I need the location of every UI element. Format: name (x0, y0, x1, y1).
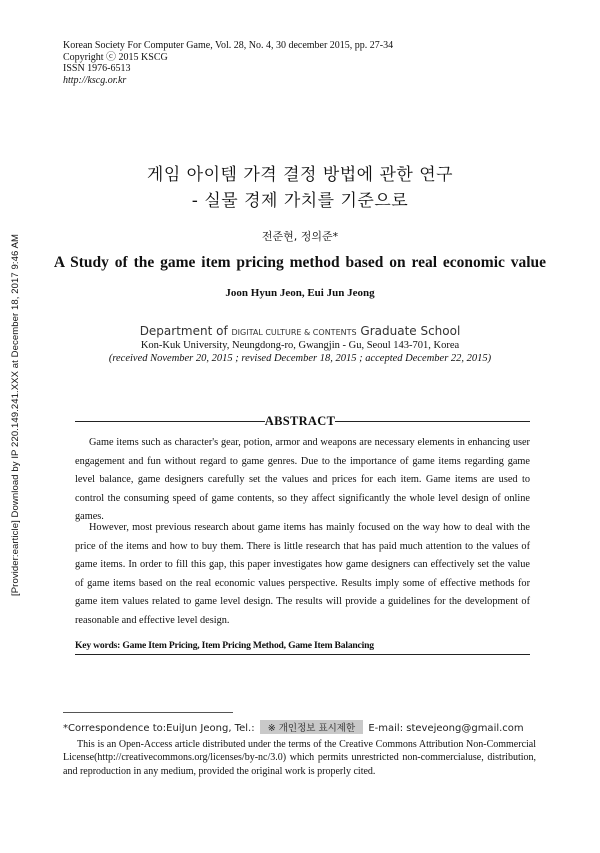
journal-url[interactable]: http://kscg.or.kr (63, 74, 127, 86)
journal-header (63, 40, 393, 86)
university-address: Kon-Kuk University, Neungdong-ro, Gwangjin - Gu, Seoul 143-701, Korea (140, 340, 460, 351)
correspondence-label: *Correspondence to:EuiJun Jeong, Tel.: (63, 723, 255, 734)
received-dates: (received November 20, 2015 ; revised December 18, 2015 ; accepted December 22, 2015) (108, 353, 492, 364)
keywords-rule (75, 654, 530, 655)
copyright-line: Copyright ⓒ 2015 KSCG (63, 51, 168, 63)
issn-line: ISSN 1976-6513 (63, 63, 131, 75)
keywords: Key words: Game Item Pricing, Item Pricing Method, Game Item Balancing (75, 640, 374, 651)
license-note: This is an Open-Access article distributed under the terms of the Creative Commons Attribution Non-Commercial License(http://creativecommons.org/licenses/by-nc/3.0) which permits unrestricted non-commercialuse, distribution, and reproduction in any medium, provided the original work is properly cited. (63, 739, 536, 777)
dept-name: DIGITAL CULTURE & CONTENTS (231, 328, 357, 337)
abstract-paragraph-1: Game items such as character's gear, potion, armor and weapons are necessary elements in enhancing user engagement and fun without regard to game genres. Due to the importance of game items regarding game level balance, game designers carefully set the values and prices for each item. Game items are used to control the consuming speed of game contents, so they affect significantly the whole level design of online games. (75, 437, 530, 523)
abstract-heading: ABSTRACT (264, 414, 336, 428)
journal-citation: Korean Society For Computer Game, Vol. 28, No. 4, 30 december 2015, pp. 27-34 (63, 40, 394, 51)
footnote-rule (63, 712, 233, 713)
abstract-paragraph-2: However, most previous research about game items has mainly focused on the way how to deal with the price of the items and how to buy them. There is little research that has paid much attention to the values of game items. In order to fill this gap, this paper investigates how game designers can effectively set the value of game items based on the real economic values perspective. Results imply some of effective methods for game item values related to game level design. The results will provide a guidelines for the development of reasonable and effective level design. (75, 522, 530, 626)
dept-prefix: Department of (139, 324, 228, 338)
department (0, 324, 600, 338)
download-watermark: [Provider:earticle] Download by IP 220.149.241.XXX at December 18, 2017 9:46 AM (10, 233, 21, 596)
dept-suffix: Graduate School (360, 324, 461, 338)
redacted-phone: ※ 개인정보 표시제한 (260, 720, 363, 734)
korean-title-line2: - 실물 경제 가치를 기준으로 (191, 191, 409, 211)
correspondence-email[interactable]: E-mail: stevejeong@gmail.com (368, 723, 524, 734)
correspondence-line (63, 720, 524, 734)
english-title: A Study of the game item pricing method based on real economic value (53, 254, 547, 271)
english-authors: Joon Hyun Jeon, Eui Jun Jeong (225, 287, 375, 299)
korean-authors: 전준현, 정의준* (261, 230, 339, 243)
korean-title-line1: 게임 아이템 가격 결정 방법에 관한 연구 (146, 165, 454, 185)
